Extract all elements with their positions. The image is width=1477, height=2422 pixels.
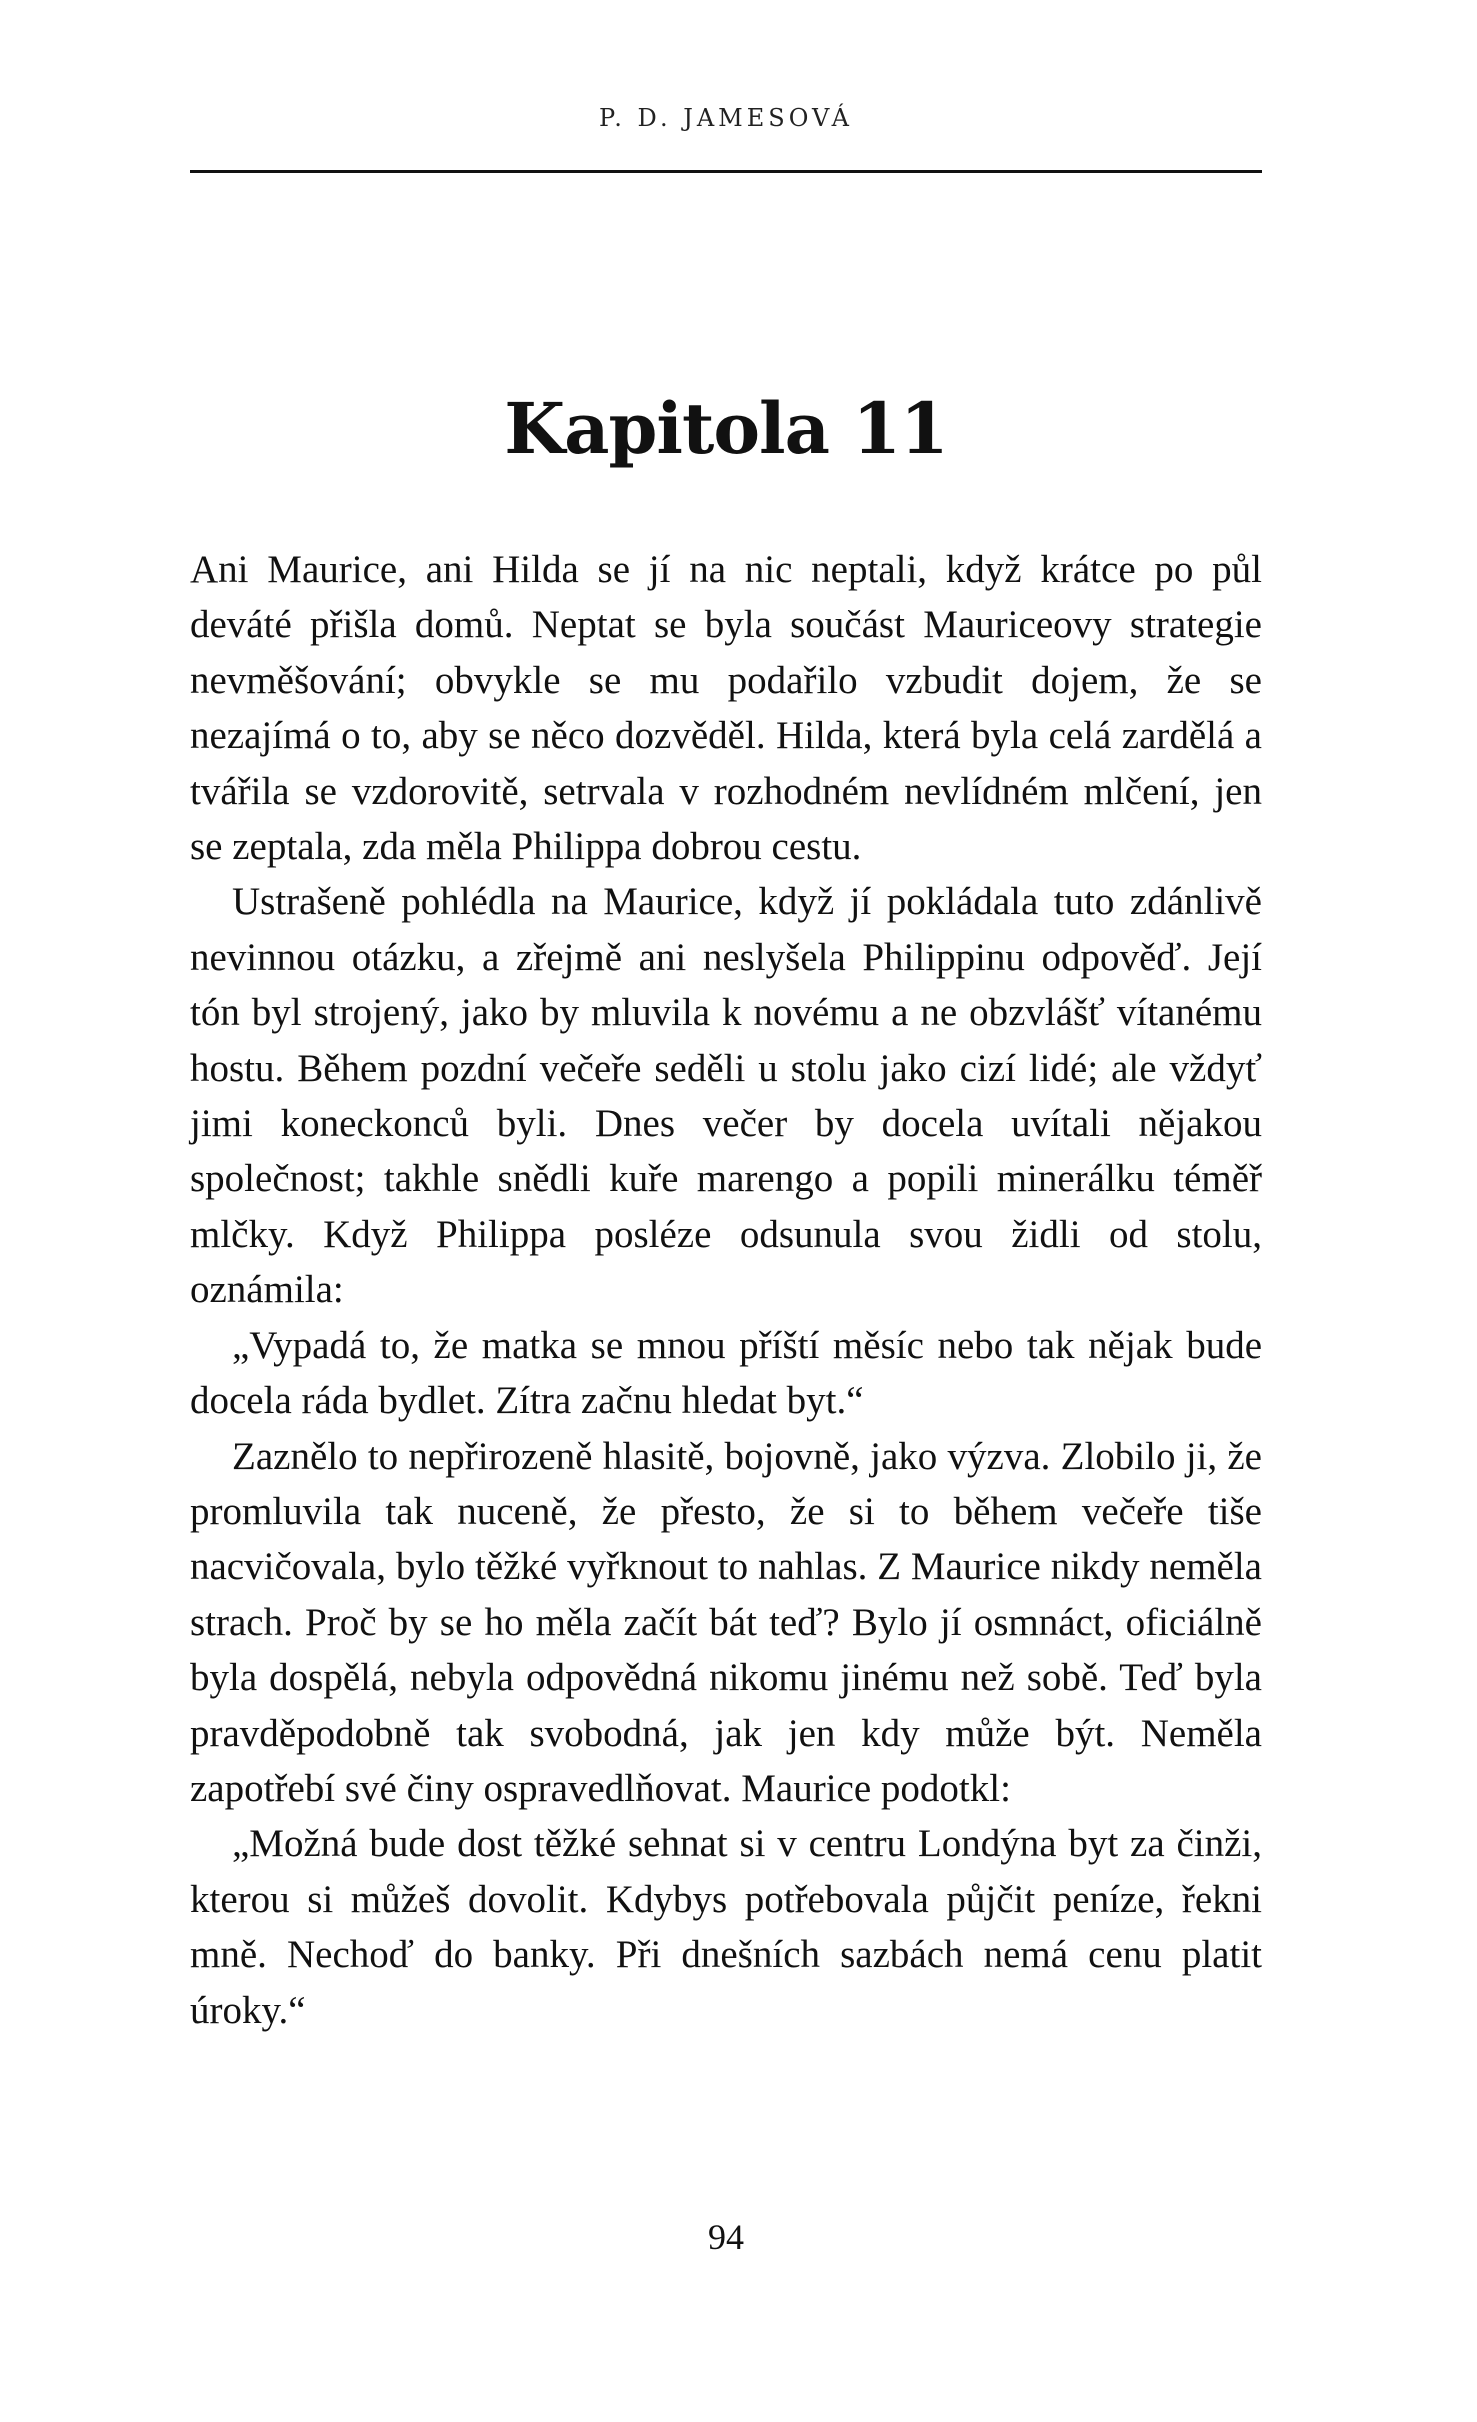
body-text [190,542,1262,2038]
page-number: 94 [708,2217,744,2257]
paragraph: „Možná bude dost těžké sehnat si v centru Londýna byt za činži, kterou si můžeš dovolit. Kdybys potřebovala půjčit peníze, řekni mně. Nechoď do banky. Při dnešních sazbách nemá cenu platit úroky.“ [190,1822,1262,2032]
paragraph: „Vypadá to, že matka se mnou příští měsíc nebo tak nějak bude docela ráda bydlet. Zítra začnu hledat byt.“ [190,1323,1262,1423]
paragraph: Zaznělo to nepřirozeně hlasitě, bojovně, jako výzva. Zlobilo ji, že promluvila tak nuceně, že přesto, že si to během večeře tiše nacvičovala, bylo těžké vyřknout to nahlas. Z Maurice nikdy neměla strach. Proč by se ho měla začít bát teď? Bylo jí osmnáct, oficiálně byla dospělá, nebyla odpovědná nikomu jinému než sobě. Teď byla pravděpodobně tak svobodná, jak jen kdy může být. Neměla zapotřebí své činy ospravedlňovat. Maurice podotkl: [190,1434,1262,1810]
header-rule [190,170,1262,173]
paragraph: Ani Maurice, ani Hilda se jí na nic neptali, když krátce po půl deváté přišla domů. Neptat se byla součást Mauriceovy strategie nevměšování; obvykle se mu podařilo vzbudit dojem, že se nezajímá o to, aby se něco dozvěděl. Hilda, která byla celá zardělá a tvářila se vzdorovitě, setrvala v rozhodném nevlídném mlčení, jen se zeptala, zda měla Philippa dobrou cestu. [190,548,1262,869]
chapter-title: Kapitola 11 [504,386,948,470]
running-head-author: P. D. JAMESOVÁ [599,104,853,132]
paragraph: Ustrašeně pohlédla na Maurice, když jí pokládala tuto zdánlivě nevinnou otázku, a zřejmě ani neslyšela Philippinu odpověď. Její tón byl strojený, jako by mluvila k novému a ne obzvlášť vítanému hostu. Během pozdní večeře seděli u stolu jako cizí lidé; ale vždyť jimi koneckonců byli. Dnes večer by docela uvítali nějakou společnost; takhle snědli kuře marengo a popili minerálku téměř mlčky. Když Philippa posléze odsunula svou židli od stolu, oznámila: [190,880,1262,1312]
